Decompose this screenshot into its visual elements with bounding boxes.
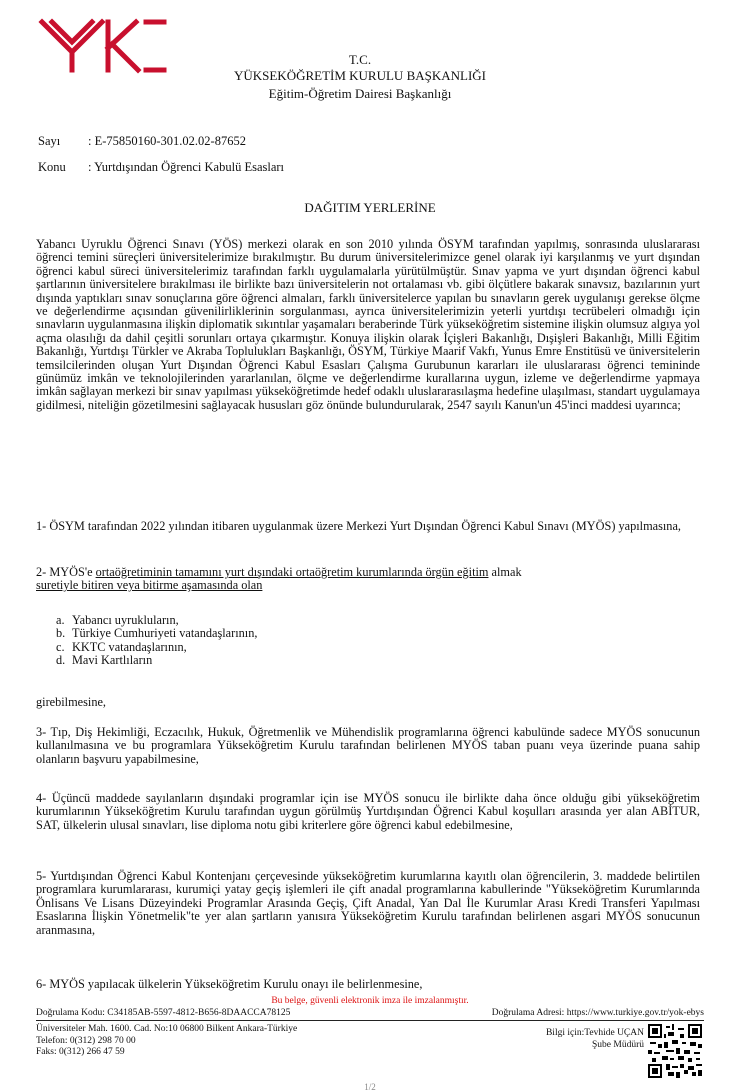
header-org: YÜKSEKÖĞRETİM KURULU BAŞKANLIĞI <box>233 68 487 83</box>
header-dept: Eğitim-Öğretim Dairesi Başkanlığı <box>268 86 452 101</box>
e-signature-notice: Bu belge, güvenli elektronik imza ile imzalanmıştır. <box>271 996 469 1006</box>
list-item <box>56 627 257 640</box>
item-2-underlined: ortaöğretiminin tamamını yurt dışındaki ortaöğretim kurumlarında örgün eğitim <box>95 565 489 579</box>
list-item <box>56 614 257 627</box>
verification-bar <box>36 1008 704 1021</box>
contact-role: Şube Müdürü <box>592 1039 644 1050</box>
item-1: 1- ÖSYM tarafından 2022 yılından itibaren uygulanmak üzere Merkezi Yurt Dışından Öğrenci Kabul Sınavı (MYÖS) yapılmasına, <box>36 519 681 533</box>
address: Üniversiteler Mah. 1600. Cad. No:10 06800 Bilkent Ankara-Türkiye <box>36 1024 298 1034</box>
fax: Faks: 0(312) 266 47 59 <box>36 1047 125 1057</box>
qr-code-icon <box>648 1024 702 1078</box>
document-title: DAĞITIM YERLERİNE <box>304 200 436 215</box>
list-marker: b. <box>56 626 66 641</box>
item-2-suffix: almak <box>488 565 522 579</box>
intro-paragraph: Yabancı Uyruklu Öğrenci Sınavı (YÖS) merkezi olarak en son 2010 yılında ÖSYM tarafından yapılmış, sonrasında uluslararası öğrenci temini süreçleri üniversitelerimize bırakılmıştır. Bu durum üniversitelerimizce genel olarak iyi karşılanmış ve yurt dışından öğrenci kabul süreci üniversitelerimiz tarafından farklı uygulamalarla yürütülmüştür. Sınav yapma ve yurt dışından öğrenci kabul şartlarının üniversitelere bırakılması ile birlikte bazı üniversitelerin not ortalaması vb. gibi ölçütlere bakarak sınavsız, bazılarının yurt dışında yaptıkları sınav sonuçlarına göre öğrenci almaları, farklı üniversitelerce yapılan bu sınavların gerek uygulanışı gerekse ölçme ve değerlendirme açısından güvenilirliklerinin sorgulanması, ayrıca üniversitelerimizin yeterli yurtdışı tecrübeleri olmadığı için sınavların uygulanmasına ilişkin diplomatik sıkıntılar yaşamaları beraberinde Türk yükseköğretim sistemine ilişkin olumsuz algıya yol açma olasılığı da dahil çeşitli sorunları ortaya çıkarmıştır. Konuya ilişkin olarak İçişleri Bakanlığı, Dışişleri Bakanlığı, Milli Eğitim Bakanlığı, Yurtdışı Türkler ve Akraba Toplulukları Başkanlığı, ÖSYM, Türkiye Maarif Vakfı, Yunus Emre Enstitüsü ve üniversitelerin temsilcilerinden oluşan Yurt Dışından Öğrenci Kabul Esasları Çalışma Gurubunun kararları ile uluslararası öğrenci temininde günümüz imkân ve teknolojilerinden yararlanılan, ölçme ve değerlendirme kurallarına uygun, izleme ve değerlendirme yapmaya imkân sağlayan merkezi bir sınav yapılması yükseköğretimde hedef odaklı uluslararasılaşma hedefine ulaşılması, standart uygulamaya gidilmesi, niteliğin gözetilmesini sağlayacak hususları göz önünde bulundurularak, 2547 sayılı Kanun'un 45'inci maddesi uyarınca; <box>36 237 700 412</box>
contact-name: Bilgi için:Tevhide UÇAN <box>545 1028 644 1038</box>
sayi-value: : E-75850160-301.02.02-87652 <box>88 134 246 148</box>
page-number: 1/2 <box>364 1082 376 1092</box>
item-2 <box>36 566 700 593</box>
eligibility-list <box>56 614 257 668</box>
verification-code: Doğrulama Kodu: C34185AB-5597-4812-B656-8DAACCA78125 <box>36 1008 291 1018</box>
list-text: Türkiye Cumhuriyeti vatandaşlarının, <box>72 626 258 641</box>
verification-address[interactable]: Doğrulama Adresi: https://www.turkiye.gov.tr/yok-ebys <box>491 1008 704 1018</box>
item-2-prefix: 2- MYÖS'e <box>36 565 96 579</box>
konu-label: Konu <box>38 160 66 174</box>
header-tc: T.C. <box>348 52 372 67</box>
contact-person <box>546 1028 644 1051</box>
list-item <box>56 641 257 654</box>
item-5: 5- Yurtdışından Öğrenci Kabul Kontenjanı çerçevesinde yükseköğretim kurumlarına kayıtlı olan öğrencilerin, 3. maddede belirtilen programlara kurumlararası, kurumiçi yatay geçiş işlemleri ile çift anadal programlarına kabullerinde "Yükseköğretim Kurumlarında Önlisans Ve Lisans Düzeyindeki Programlar Arasında Geçiş, Çift Anadal, Yan Dal İle Kurumlar Arası Kredi Transferi Yapılması Esaslarına İlişkin Yönetmelik"te yer alan şartların yanısıra Yükseköğretim Kurulu tarafından belirlenen asgari MYÖS sonucunun aranmasına, <box>36 869 700 937</box>
item-6: 6- MYÖS yapılacak ülkelerin Yükseköğretim Kurulu onayı ile belirlenmesine, <box>36 977 423 991</box>
item-4: 4- Üçüncü maddede sayılanların dışındaki programlar için ise MYÖS sonucu ile birlikte daha önce olduğu gibi yükseköğretim kurumlarının Yükseköğretim Kurulu tarafından uygun görülmüş Yurtdışından Öğrenci Kabul koşulları arasında yer alan ABİTUR, SAT, ülkelerin ulusal sınavları, lise diploma notu gibi kriterlere göre öğrenci kabul edebilmesine, <box>36 791 700 832</box>
item-2-line2: suretiyle bitiren veya bitirme aşamasında olan <box>36 578 263 593</box>
contact-address <box>36 1024 297 1059</box>
list-marker: a. <box>56 613 65 627</box>
girebilmesine: girebilmesine, <box>36 695 107 709</box>
list-item <box>56 654 257 667</box>
sayi-label: Sayı <box>38 134 61 148</box>
list-text: Mavi Kartlıların <box>72 653 153 668</box>
list-marker: d. <box>56 653 66 668</box>
item-3: 3- Tıp, Diş Hekimliği, Eczacılık, Hukuk, Öğretmenlik ve Mühendislik programlarına öğrenci kabulünde sadece MYÖS sonucunun kullanılmasına ve bu programlara Yükseköğretim Kurulu tarafından belirlenen MYÖS taban puanı veya üzerinde puana sahip olanların başvuru yapabilmesine, <box>36 725 700 766</box>
yok-logo <box>38 18 168 74</box>
list-text: Yabancı uyrukluların, <box>72 613 179 627</box>
phone: Telefon: 0(312) 298 70 00 <box>36 1035 136 1046</box>
konu-value: : Yurtdışından Öğrenci Kabulü Esasları <box>88 160 285 174</box>
sayi-row <box>38 134 246 149</box>
list-text: KKTC vatandaşlarının, <box>72 639 187 654</box>
list-marker: c. <box>56 639 65 654</box>
konu-row <box>38 160 284 175</box>
